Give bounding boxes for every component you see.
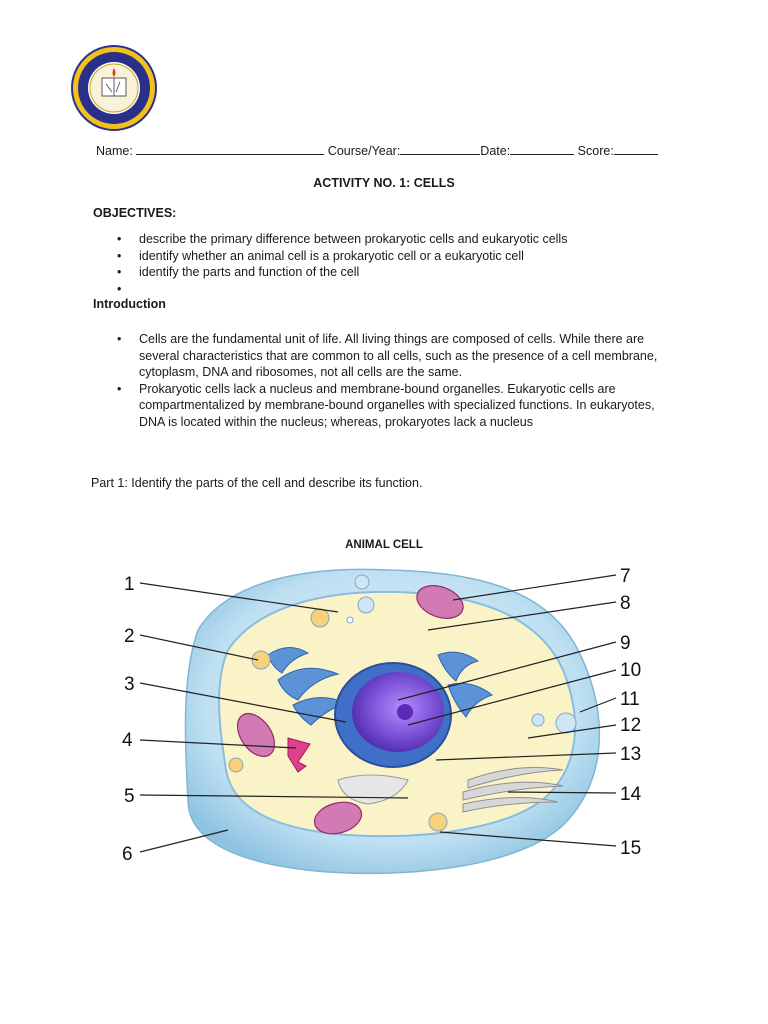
list-item: • describe the primary difference between prokaryotic cells and eukaryotic cells: [117, 232, 568, 246]
label-8: 8: [620, 593, 631, 614]
label-2: 2: [124, 626, 135, 647]
student-info-line: [96, 142, 676, 158]
intro-text: Cells are the fundamental unit of life. All living things are composed of cells. While there are several characteristics that are common to all cells, such as the presence of a cell membrane, cytoplasm, DNA and ribosomes, not all cells are the same.: [139, 332, 658, 379]
intro-text: Prokaryotic cells lack a nucleus and membrane-bound organelles. Eukaryotic cells are compartmentalized by membrane-bound organelles with specialized functions. In eukaryotes, DNA is located within the nucleus; whereas, prokaryotes lack a nucleus: [139, 381, 655, 429]
score-label: Score:: [577, 144, 614, 158]
label-3: 3: [124, 674, 135, 695]
date-label: Date:: [480, 144, 511, 158]
label-14: 14: [620, 784, 642, 805]
label-4: 4: [122, 730, 133, 751]
introduction-heading: Introduction: [93, 297, 166, 311]
list-item: • Cells are the fundamental unit of life. All living things are composed of cells. While there are several characteristics that are common to all cells, such as the presence of a cell membrane, cytoplasm, DNA and ribosomes, not all cells are the same.: [117, 332, 658, 379]
animal-cell-diagram: [118, 560, 658, 880]
label-12: 12: [620, 715, 642, 736]
objective-text: identify the parts and function of the cell: [139, 265, 360, 279]
university-seal-logo: [66, 44, 162, 132]
objective-text: identify whether an animal cell is a prokaryotic cell or a eukaryotic cell: [139, 248, 524, 263]
diagram-title: ANIMAL CELL: [345, 539, 423, 551]
label-7: 7: [620, 566, 631, 587]
nucleolus: [397, 704, 413, 720]
name-blank[interactable]: [136, 142, 324, 155]
list-item: • identify the parts and function of the cell: [117, 265, 360, 279]
label-9: 9: [620, 633, 631, 654]
course-blank[interactable]: [400, 142, 480, 155]
course-label: Course/Year:: [327, 144, 401, 158]
label-6: 6: [122, 844, 133, 865]
part1-instruction: Part 1: Identify the parts of the cell and describe its function.: [91, 476, 423, 490]
label-5: 5: [124, 786, 135, 807]
list-item: •: [117, 281, 122, 296]
objective-text: describe the primary difference between prokaryotic cells and eukaryotic cells: [139, 232, 568, 246]
label-13: 13: [620, 744, 642, 765]
objectives-heading: OBJECTIVES:: [93, 206, 177, 220]
activity-title: ACTIVITY NO. 1: CELLS: [313, 176, 455, 190]
list-item: • identify whether an animal cell is a prokaryotic cell or a eukaryotic cell: [117, 248, 524, 263]
date-blank[interactable]: [510, 142, 574, 155]
label-15: 15: [620, 838, 642, 859]
name-label: Name:: [96, 144, 133, 158]
score-blank[interactable]: [614, 142, 658, 155]
introduction-list: [117, 331, 677, 430]
list-item: • Prokaryotic cells lack a nucleus and membrane-bound organelles. Eukaryotic cells are compartmentalized by membrane-bound organelles with specialized functions. In eukaryotes, DNA is located within the nucleus; whereas, prokaryotes lack a nucleus: [117, 381, 655, 429]
label-1: 1: [124, 574, 135, 595]
label-10: 10: [620, 660, 642, 681]
objectives-list: [117, 231, 677, 297]
label-11: 11: [620, 689, 640, 710]
